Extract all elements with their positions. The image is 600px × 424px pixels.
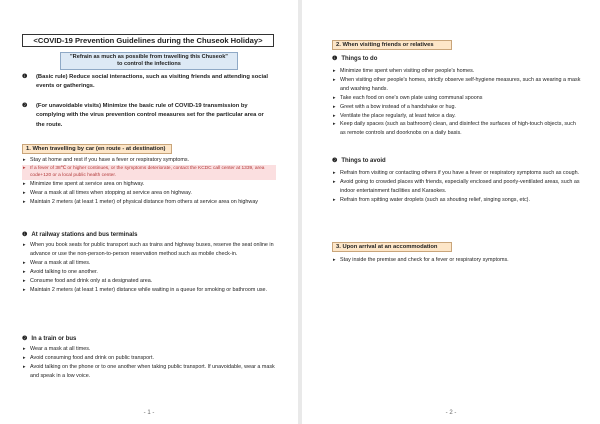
subheading-things-to-do <box>332 55 377 64</box>
list-item: ▸ Wear a mask at all times. <box>22 259 276 268</box>
list-item: ▸ Stay at home and rest if you have a fever or respiratory symptoms. <box>22 156 276 165</box>
subheading-text: At railway stations and bus terminals <box>31 232 138 238</box>
list-item: ▸ Take each food on one's own plate using communal spoons <box>332 94 582 103</box>
section-header-car: 1. When travelling by car (en route - at destination) <box>22 144 172 154</box>
item-number: ❷ <box>22 103 28 109</box>
page-1 <box>0 0 298 424</box>
list-item: ▸ Wear a mask at all times. <box>22 345 276 354</box>
fever-note: ▸ If a fever of 38℃ or higher continues, or the symptoms deteriorate, contact the KCDC call center at 1339, area code+120 or a local public health center. <box>22 165 276 180</box>
car-bullet-list <box>22 156 276 207</box>
subheading-number: ❷ <box>22 336 28 342</box>
section-header-accommodation: 3. Upon arrival at an accommodation <box>332 242 452 252</box>
list-item: ▸ Refrain from visiting or contacting others if you have a fever or respiratory symptoms such as cough. <box>332 169 582 178</box>
rule-item-2 <box>22 102 274 130</box>
list-item: ▸ Avoid talking on the phone or to one another when taking public transport. If unavoidable, wear a mask and speak in a low voice. <box>22 363 276 381</box>
page-number: - 1 - <box>143 410 155 416</box>
list-item: ▸ Refrain from spitting water droplets (such as shouting relief, singing songs, etc). <box>332 196 582 205</box>
list-item: ▸ Maintain 2 meters (at least 1 meter) distance while waiting in a queue for smoking or bathroom use. <box>22 286 276 295</box>
section-header-visiting: 2. When visiting friends or relatives <box>332 40 452 50</box>
document-title: <COVID-19 Prevention Guidelines during the Chuseok Holiday> <box>22 34 274 47</box>
item-text: (Basic rule) Reduce social interactions, such as visiting friends and attending social events or gatherings. <box>36 74 268 90</box>
subheading-number: ❶ <box>332 56 338 62</box>
things-to-do-list <box>332 67 582 138</box>
things-to-avoid-list <box>332 169 582 205</box>
list-item: ▸ Stay inside the premise and check for a fever or respiratory symptoms. <box>332 256 582 265</box>
list-item: ▸ Consume food and drink only at a designated area. <box>22 277 276 286</box>
slogan-line-1: "Refrain as much as possible from travelling this Chuseok" <box>70 54 228 60</box>
page-2 <box>302 0 600 424</box>
rule-item-1 <box>22 73 274 92</box>
list-item: ▸ When you book seats for public transport such as trains and highway buses, reserve the seat online in advance or use the non-person-to-person reservation method such as mobile check-in. <box>22 241 276 259</box>
list-item: ▸ Keep daily spaces (such as bathroom) clean, and disinfect the surfaces of high-touch objects, such as remote controls and doorknobs on a daily basis. <box>332 120 582 138</box>
stations-bullet-list <box>22 241 276 294</box>
list-item: ▸ Ventilate the place regularly, at least twice a day. <box>332 112 582 121</box>
list-item: ▸ Wear a mask at all times when stopping at service area on highway. <box>22 189 276 198</box>
list-item: ▸ Maintain 2 meters (at least 1 meter) of physical distance from others at service area on highway <box>22 198 276 207</box>
list-item: ▸ Avoid going to crowded places with friends, especially enclosed and poorly-ventilated areas, such as indoor entertainment facilities and Karaokes. <box>332 178 582 196</box>
subheading-stations <box>22 231 137 240</box>
list-item: ▸ Avoid consuming food and drink on public transport. <box>22 354 276 363</box>
list-item: ▸ Minimize time spent when visiting other people's homes. <box>332 67 582 76</box>
subheading-text: Things to do <box>341 56 378 62</box>
subheading-text: Things to avoid <box>341 158 386 164</box>
list-item: ▸ Avoid talking to one another. <box>22 268 276 277</box>
item-number: ❶ <box>22 74 28 80</box>
accommodation-list <box>332 256 582 265</box>
subheading-things-to-avoid <box>332 157 386 166</box>
slogan-box <box>60 52 238 70</box>
slogan-line-2: to control the infections <box>117 61 181 68</box>
list-item: ▸ Minimize time spent at service area on highway. <box>22 180 276 189</box>
subheading-train-bus <box>22 335 76 344</box>
subheading-text: In a train or bus <box>31 336 77 342</box>
train-bus-bullet-list <box>22 345 276 381</box>
item-text: (For unavoidable visits) Minimize the basic rule of COVID-19 transmission by complying with the virus prevention control measures set for the particular area or the route. <box>36 103 264 128</box>
list-item: ▸ Greet with a bow instead of a handshake or hug. <box>332 103 582 112</box>
subheading-number: ❶ <box>22 232 28 238</box>
list-item: ▸ When visiting other people's homes, strictly observe self-hygiene measures, such as wearing a mask and washing hands. <box>332 76 582 94</box>
subheading-number: ❷ <box>332 158 338 164</box>
page-number: - 2 - <box>445 410 457 416</box>
